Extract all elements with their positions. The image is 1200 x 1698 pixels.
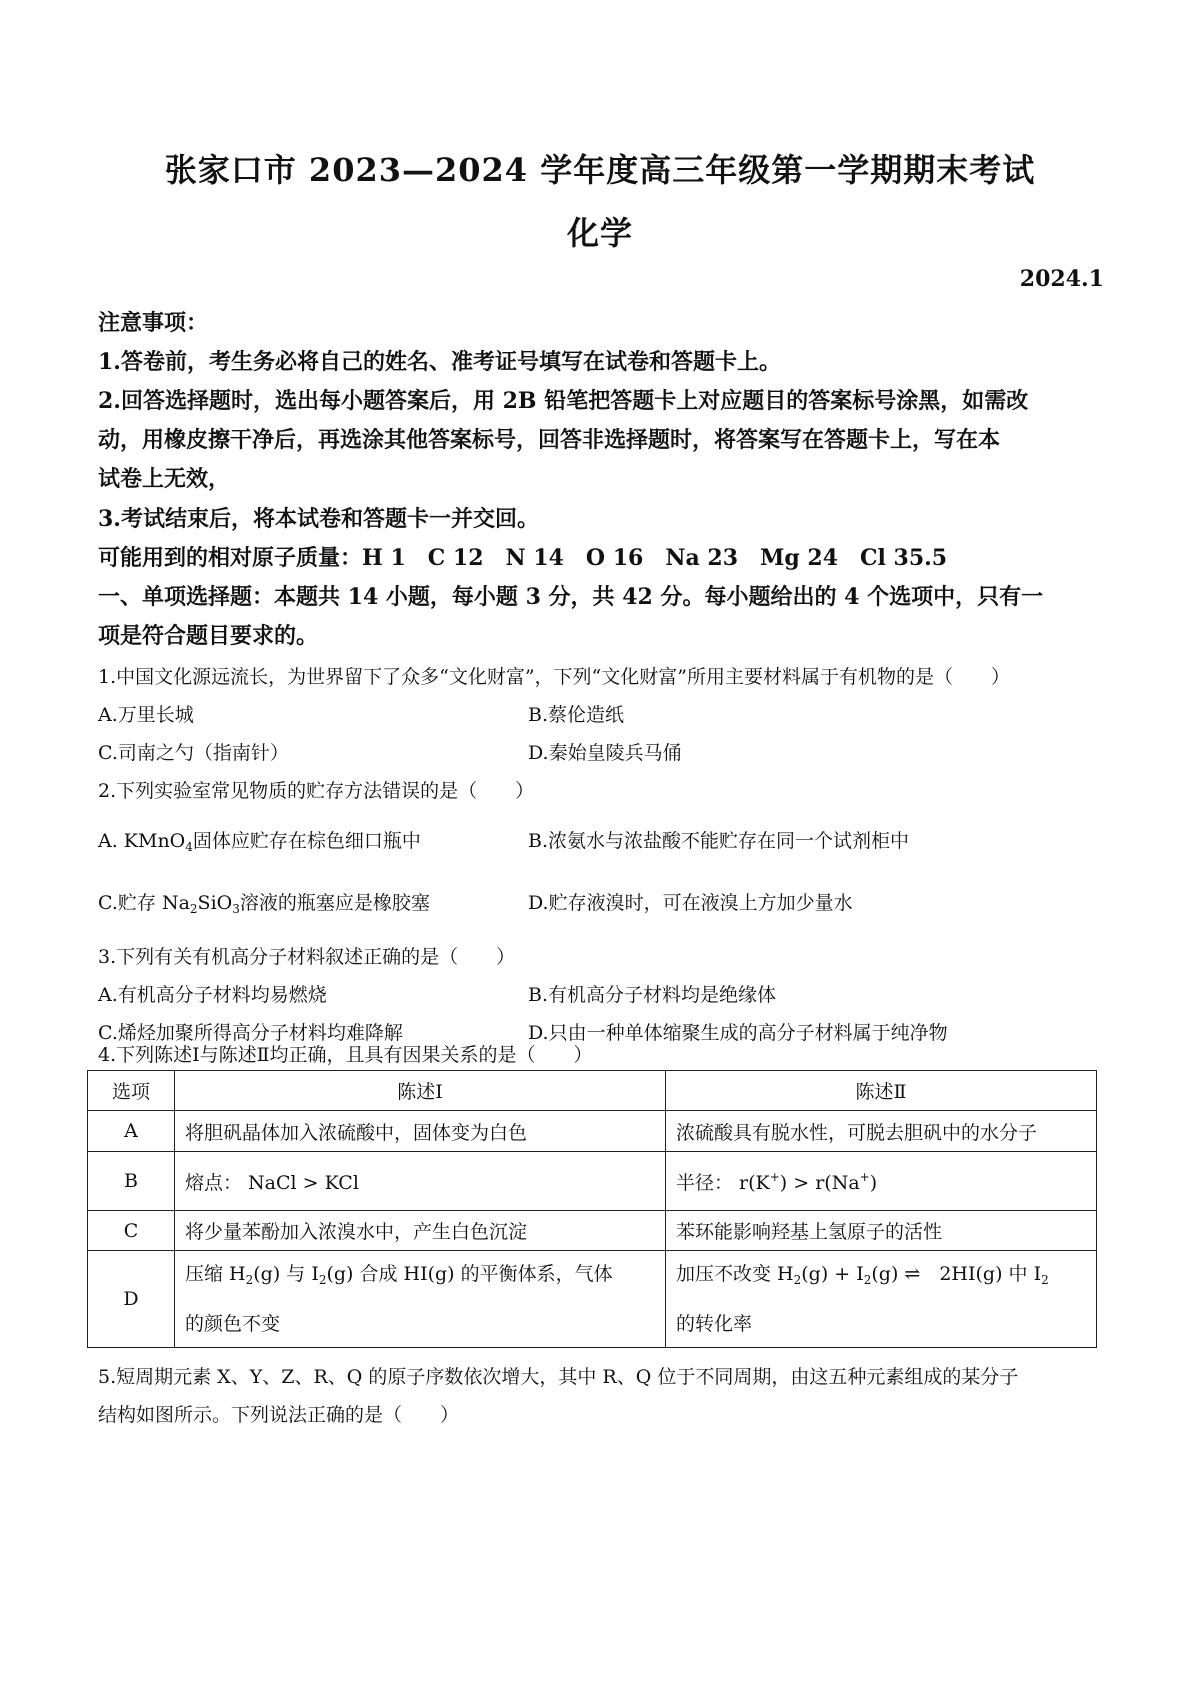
- row-d-s1-sub1: 2: [245, 1273, 254, 1287]
- q2-option-c: [98, 888, 430, 916]
- row-b-statement-2: [666, 1152, 1097, 1211]
- q3-option-c: C.烯烃加聚所得高分子材料均难降解: [98, 1022, 403, 1044]
- atomic-masses: 可能用到的相对原子质量：H 1 C 12 N 14 O 16 Na 23 Mg 24 Cl 35.5: [98, 545, 948, 571]
- q1-option-d: D.秦始皇陵兵马俑: [528, 742, 682, 764]
- q2-c-post: 溶液的瓶塞应是橡胶塞: [239, 892, 430, 914]
- row-d-s1-c: (g) 合成 HI(g) 的平衡体系，气体: [326, 1263, 613, 1285]
- q2-a-pre: A. KMnO: [98, 830, 186, 852]
- q2-c-mid: SiO: [197, 892, 233, 914]
- q1-option-b: B.蔡伦造纸: [528, 704, 625, 726]
- q2-a-post: 固体应贮存在棕色细口瓶中: [192, 830, 421, 852]
- q2-option-b: B.浓氨水与浓盐酸不能贮存在同一个试剂柜中: [528, 830, 910, 852]
- subject-title: 化学: [566, 214, 633, 252]
- q2-a-sub: 4: [185, 840, 193, 854]
- row-d-s1-sub2: 2: [318, 1273, 327, 1287]
- q3-stem: 3.下列有关有机高分子材料叙述正确的是（ ）: [98, 946, 516, 968]
- row-a-option: A: [88, 1111, 175, 1152]
- row-d-s1-b: (g) 与 I: [253, 1263, 319, 1285]
- row-b-statement-1: 熔点： NaCl > KCl: [175, 1152, 666, 1211]
- row-a-statement-1: 将胆矾晶体加入浓硫酸中，固体变为白色: [175, 1111, 666, 1152]
- q1-option-c: C.司南之勺（指南针）: [98, 742, 289, 764]
- q3-option-d: D.只由一种单体缩聚生成的高分子材料属于纯净物: [528, 1022, 948, 1044]
- notice-item-2-end: 试卷上无效，: [98, 466, 231, 492]
- q3-option-b: B.有机高分子材料均是绝缘体: [528, 984, 777, 1006]
- section1-heading: 一、单项选择题：本题共 14 小题，每小题 3 分，共 42 分。每小题给出的 4 个选项中，只有一: [98, 584, 1044, 610]
- q1-stem: 1.中国文化源远流长，为世界留下了众多“文化财富”，下列“文化财富”所用主要材料属于有机物的是（ ）: [98, 666, 1010, 688]
- row-d-s2-sub3: 2: [1041, 1273, 1049, 1287]
- table-row: [88, 1251, 1097, 1348]
- row-c-statement-1: 将少量苯酚加入浓溴水中，产生白色沉淀: [175, 1211, 666, 1251]
- row-d-s2-sub2: 2: [863, 1273, 872, 1287]
- exam-date: 2024.1: [1019, 266, 1104, 292]
- row-d-s2-a: 加压不改变 H: [676, 1263, 794, 1285]
- table-row: [88, 1152, 1097, 1211]
- table-header-statement-1: 陈述Ⅰ: [175, 1071, 666, 1111]
- q4-stem: 4.下列陈述Ⅰ与陈述Ⅱ均正确，且具有因果关系的是（ ）: [98, 1044, 593, 1066]
- q3-option-a: A.有机高分子材料均易燃烧: [98, 984, 327, 1006]
- row-d-s1-line1: [185, 1252, 655, 1302]
- row-d-option: D: [88, 1251, 175, 1348]
- section1-heading-cont: 项是符合题目要求的。: [98, 623, 319, 649]
- row-b-s2-mid: ) > r(Na: [779, 1171, 860, 1194]
- q2-c-sub2: 3: [232, 902, 240, 916]
- q5-stem: 5.短周期元素 X、Y、Z、R、Q 的原子序数依次增大，其中 R、Q 位于不同周期，由这五种元素组成的某分子: [98, 1366, 1019, 1388]
- notice-item-1: 1.答卷前，考生务必将自己的姓名、准考证号填写在试卷和答题卡上。: [98, 349, 781, 375]
- table-row: [88, 1111, 1097, 1152]
- row-d-statement-1: [175, 1251, 666, 1348]
- row-b-s2-sup2: +: [859, 1169, 870, 1184]
- row-b-s2-sup1: +: [769, 1169, 780, 1184]
- notice-item-3: 3.考试结束后，将本试卷和答题卡一并交回。: [98, 506, 539, 532]
- q1-option-a: A.万里长城: [98, 704, 194, 726]
- table-header-statement-2: 陈述Ⅱ: [666, 1071, 1097, 1111]
- row-b-option: B: [88, 1152, 175, 1211]
- row-d-s2-line2: 的转化率: [676, 1313, 753, 1335]
- row-d-s2-b: (g) + I: [801, 1263, 864, 1285]
- exam-title: 张家口市 2023—2024 学年度高三年级第一学期期末考试: [164, 151, 1036, 189]
- row-d-s1-a: 压缩 H: [185, 1263, 246, 1285]
- row-b-s2-pre: 半径： r(K: [676, 1171, 770, 1194]
- row-c-option: C: [88, 1211, 175, 1251]
- row-d-s2-sub1: 2: [793, 1273, 802, 1287]
- row-c-statement-2: 苯环能影响羟基上氢原子的活性: [666, 1211, 1097, 1251]
- table-header-option: 选项: [88, 1071, 175, 1111]
- q2-stem: 2.下列实验室常见物质的贮存方法错误的是（ ）: [98, 780, 535, 802]
- row-d-statement-2: [666, 1251, 1097, 1348]
- row-b-s2-post: ): [869, 1171, 878, 1194]
- q2-option-d: D.贮存液溴时，可在液溴上方加少量水: [528, 892, 853, 914]
- row-d-s2-line1: [676, 1252, 1086, 1302]
- row-d-s2-c: (g) ⇌ 2HI(g) 中 I: [871, 1263, 1042, 1285]
- q4-table: [87, 1070, 1097, 1348]
- q2-option-a: [98, 826, 421, 854]
- row-a-statement-2: 浓硫酸具有脱水性，可脱去胆矾中的水分子: [666, 1111, 1097, 1152]
- q2-c-sub1: 2: [189, 902, 198, 916]
- row-d-s1-line2: 的颜色不变: [185, 1313, 281, 1335]
- notice-item-2-cont: 动，用橡皮擦干净后，再选涂其他答案标号，回答非选择题时，将答案写在答题卡上，写在本: [98, 427, 1001, 453]
- notice-item-2: 2.回答选择题时，选出每小题答案后，用 2B 铅笔把答题卡上对应题目的答案标号涂黑，如需改: [98, 388, 1029, 414]
- q5-stem-cont: 结构如图所示。下列说法正确的是（ ）: [98, 1404, 460, 1426]
- table-row: [88, 1211, 1097, 1251]
- q2-c-pre: C.贮存 Na: [98, 892, 190, 914]
- notice-heading: 注意事项：: [98, 310, 209, 336]
